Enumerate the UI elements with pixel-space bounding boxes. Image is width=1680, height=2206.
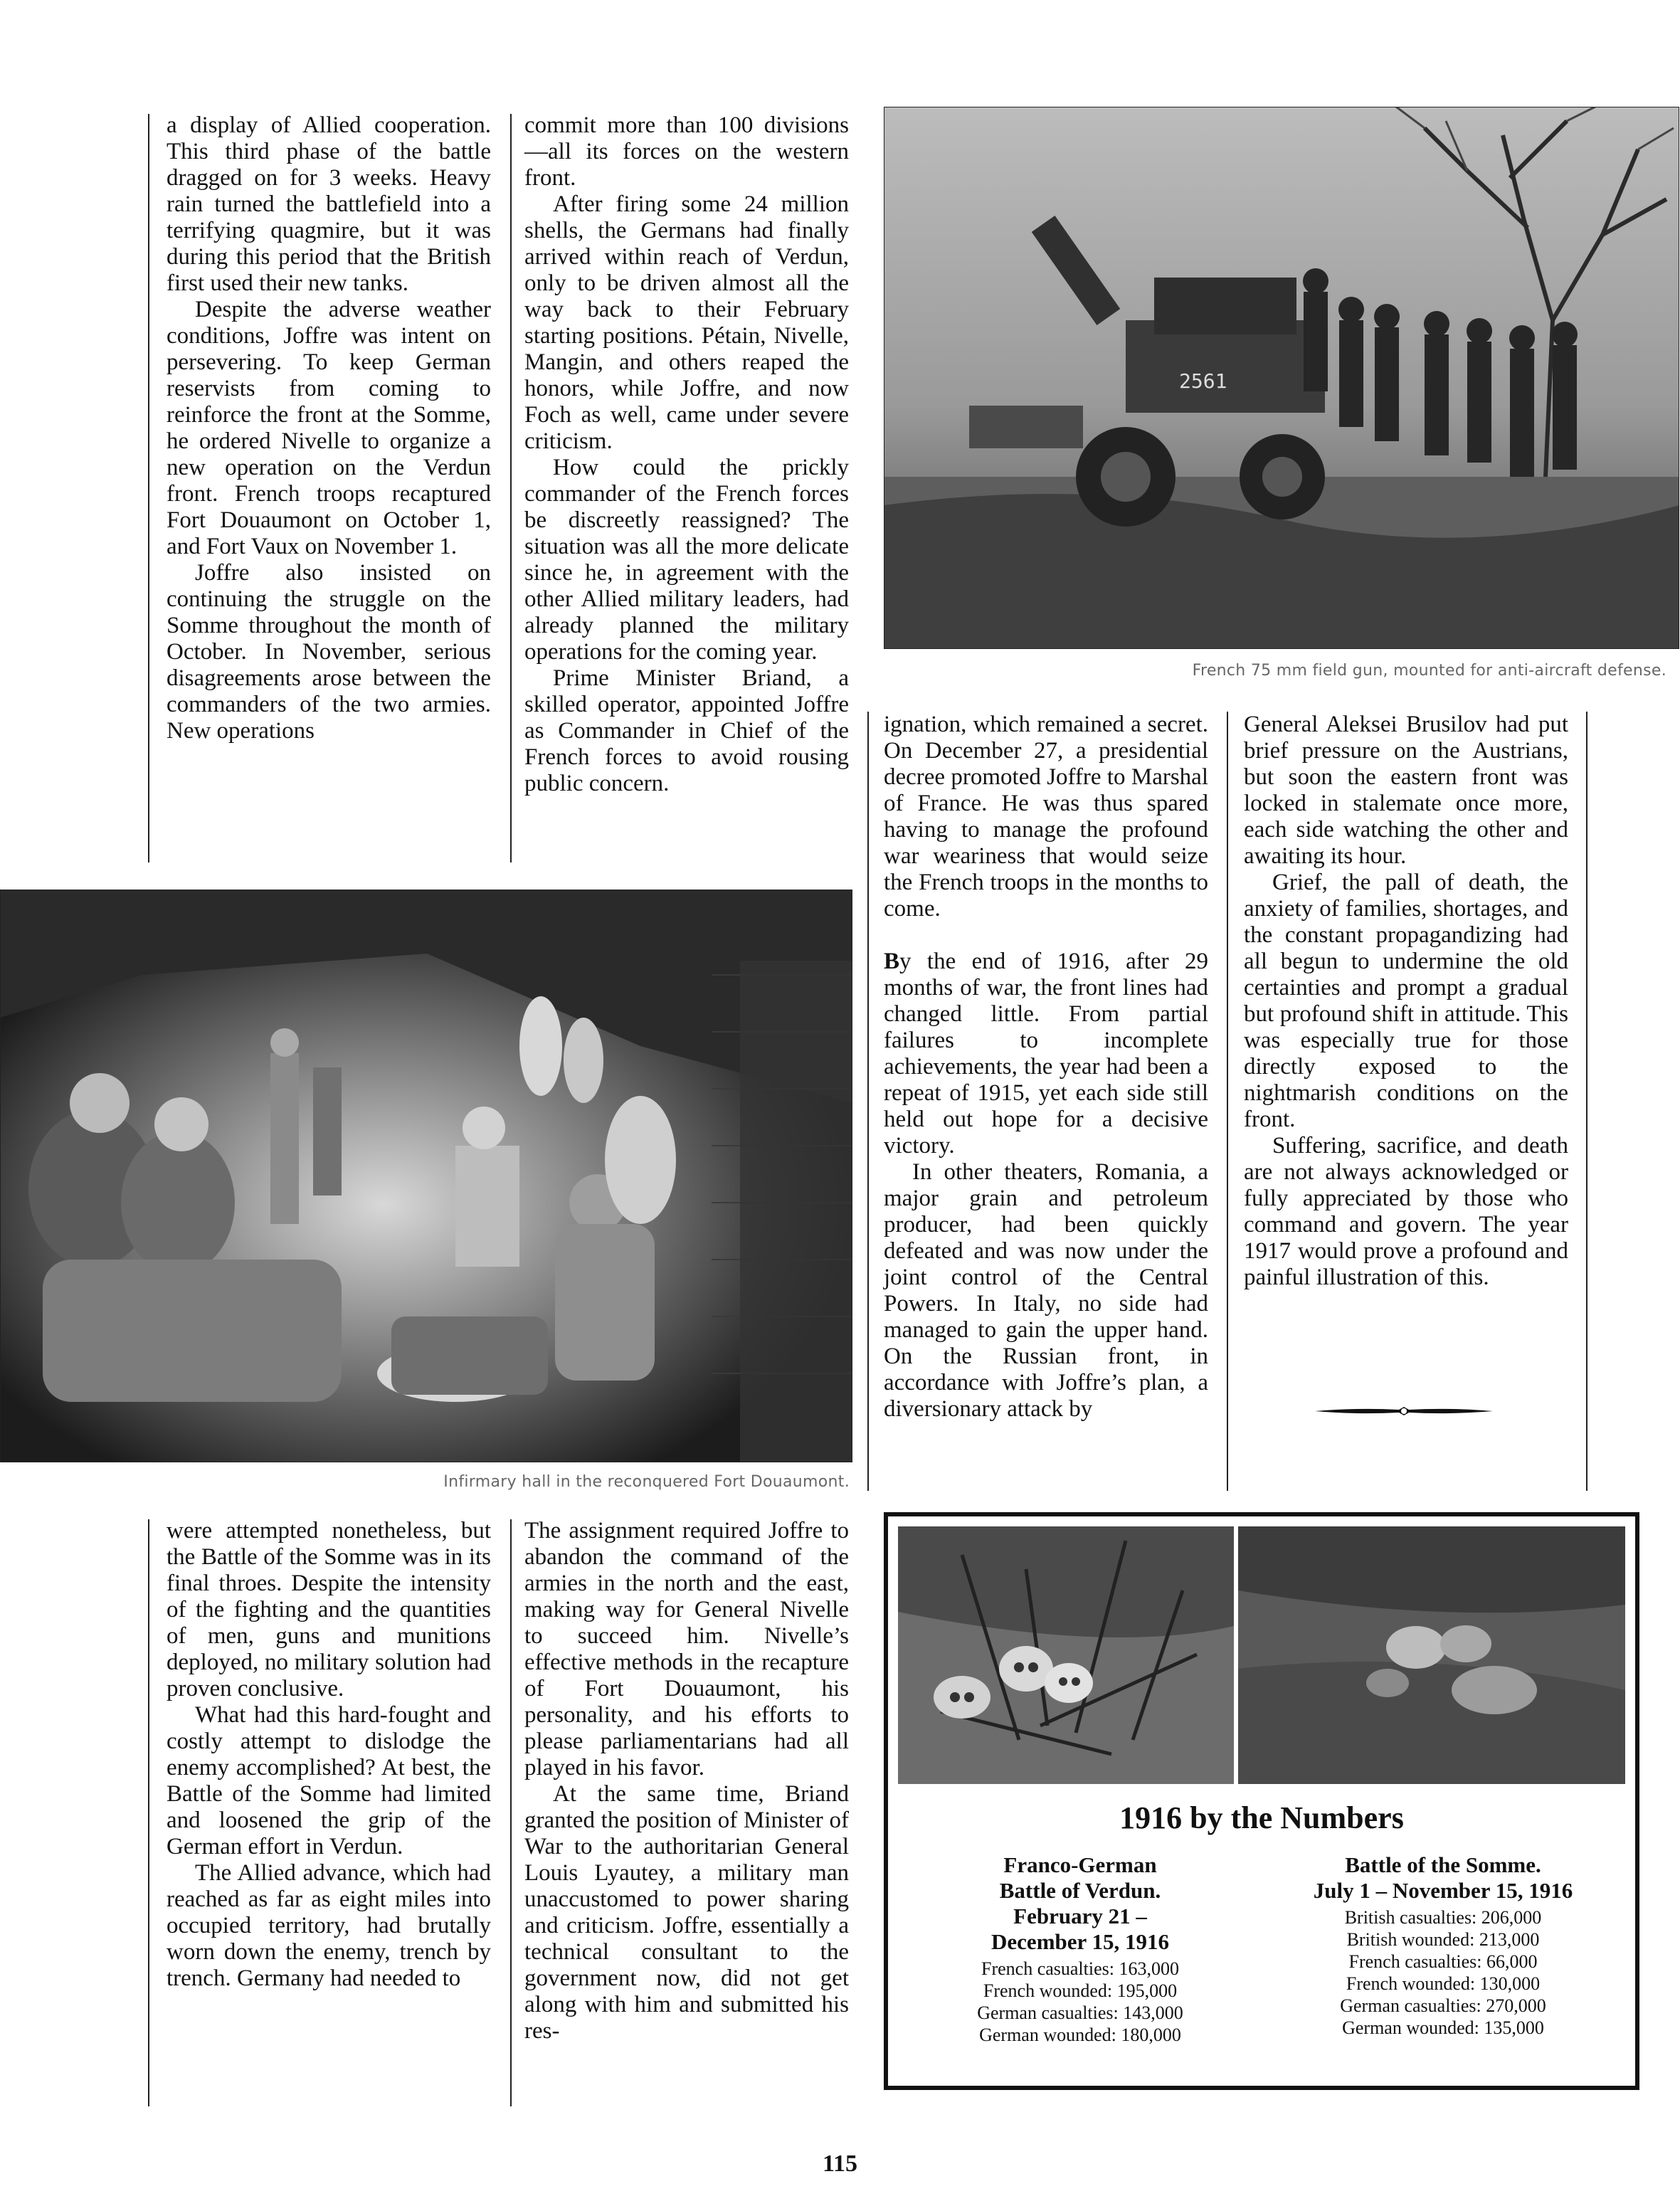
paragraph: a display of Allied cooperation. This third phase of the battle dragged on for 3 weeks. Heavy rain turned the battlefield into a terrifying quagmire, but it was during this period that the British first used their new tanks. <box>167 112 491 296</box>
text-column-4-middle <box>1244 712 1568 1291</box>
drop-cap: B <box>884 949 900 974</box>
column-rule <box>1586 712 1587 1491</box>
column-rule <box>867 712 869 1491</box>
paragraph: The Allied advance, which had reached as far as eight miles into occupied territory, had brutally worn down the enemy, trench by trench. Germany had needed to <box>167 1860 491 1991</box>
somme-heading: Battle of the Somme. <box>1345 1852 1541 1877</box>
verdun-heading: Franco-German <box>1003 1852 1157 1877</box>
stat-line: British wounded: 213,000 <box>1346 1929 1540 1950</box>
stat-line: French wounded: 195,000 <box>983 1980 1178 2001</box>
verdun-heading: Battle of Verdun. <box>999 1878 1161 1903</box>
paragraph: ignation, which remained a secret. On December 27, a presidential decree promoted Joffre to Marshal of France. He was thus spared having to manage the profound war weariness that would seize the French troops in the months to come. <box>884 712 1208 922</box>
stat-line: French casualties: 66,000 <box>1348 1951 1538 1972</box>
text-column-2-bottom <box>524 1518 849 2044</box>
paragraph: How could the prickly commander of the French forces be discreetly reassigned? The situation was all the more delicate since he, in agreement with the other Allied military leaders, had already planned the military operations for the coming year. <box>524 455 849 665</box>
text-column-3-middle <box>884 712 1208 1423</box>
ornament-divider <box>1315 1405 1493 1417</box>
paragraph: Grief, the pall of death, the anxiety of families, shortages, and the constant propagandizing had all begun to undermine the old certainties and prompt a gradual but profound shift in attitude. This was especially true for those directly exposed to the nightmarish conditions on the front. <box>1244 870 1568 1132</box>
verdun-heading: February 21 – <box>1013 1904 1147 1928</box>
gun-photo-caption: French 75 mm field gun, mounted for anti-aircraft defense. <box>1192 662 1666 680</box>
stat-line: French casualties: 163,000 <box>981 1958 1179 1979</box>
field-gun-photo <box>884 107 1679 649</box>
somme-stats <box>1265 1852 1621 2039</box>
paragraph: The assignment required Joffre to abandon the command of the armies in the north and the east, making way for General Nivelle to succeed him. Nivelle’s effective methods in the recapture of Fort Douaumont, his personality, and his efforts to please parliamentarians had all played in his favor. <box>524 1518 849 1780</box>
page-number: 115 <box>822 2150 858 2177</box>
infirmary-photo-caption: Infirmary hall in the reconquered Fort Douaumont. <box>443 1473 850 1491</box>
paragraph: Prime Minister Briand, a skilled operator, appointed Joffre as Commander in Chief of the French forces to avoid rousing public concern. <box>524 665 849 796</box>
stat-line: German casualties: 270,000 <box>1340 1995 1546 2016</box>
text-column-1-top <box>167 112 491 744</box>
verdun-stats <box>916 1852 1244 2046</box>
numbers-sidebar-box <box>884 1512 1639 2090</box>
paragraph: After firing some 24 million shells, the Germans had finally arrived within reach of Verdun, only to be driven almost all the way back to their February starting positions. Pétain, Nivelle, Mangin, and others reaped the honors, while Joffre, and now Foch as well, came under severe criticism. <box>524 191 849 454</box>
verdun-heading: December 15, 1916 <box>991 1929 1169 1954</box>
paragraph: In other theaters, Romania, a major grain and petroleum producer, had been quickly defeated and was now under the joint control of the Central Powers. In Italy, no side had managed to gain the upper hand. On the Russian front, in accordance with Joffre’s plan, a diversionary attack by <box>884 1159 1208 1422</box>
paragraph: Suffering, sacrifice, and death are not always acknowledged or fully appreciated by those who command and govern. The year 1917 would prove a profound and painful illustration of this. <box>1244 1133 1568 1290</box>
paragraph: Despite the adverse weather conditions, Joffre was intent on persevering. To keep German reservists from coming to reinforce the front at the Somme, he ordered Nivelle to organize a new operation on the Verdun front. French troops recaptured Fort Douaumont on October 1, and Fort Vaux on November 1. <box>167 297 491 559</box>
gun-serial-number: 2561 <box>1179 369 1227 393</box>
column-rule <box>1227 712 1228 1491</box>
paragraph: Joffre also insisted on continuing the struggle on the Somme throughout the month of October. In November, serious disagreements arose between the commanders of the two armies. New operations <box>167 560 491 744</box>
remains-photo <box>1238 1526 1625 1784</box>
text-column-2-top <box>524 112 849 797</box>
paragraph: General Aleksei Brusilov had put brief pressure on the Austrians, but soon the eastern front was locked in stalemate once more, each side watching the other and awaiting its hour. <box>1244 712 1568 869</box>
stat-line: German wounded: 180,000 <box>979 2025 1181 2045</box>
somme-heading: July 1 – November 15, 1916 <box>1313 1878 1573 1903</box>
column-rule <box>148 114 149 862</box>
column-rule <box>510 1519 512 2106</box>
paragraph: were attempted nonetheless, but the Battle of the Somme was in its final throes. Despite the intensity of the fighting and the quantities of men, guns and munitions deployed, no military solution had proven conclusive. <box>167 1518 491 1701</box>
paragraph: What had this hard-fought and costly attempt to dislodge the enemy accomplished? At best, the Battle of the Somme had limited and loosened the grip of the German effort in Verdun. <box>167 1702 491 1859</box>
stat-line: French wounded: 130,000 <box>1346 1973 1541 1994</box>
column-rule <box>510 114 512 862</box>
skulls-photo <box>898 1526 1234 1784</box>
stat-line: German wounded: 135,000 <box>1342 2017 1544 2038</box>
column-rule <box>148 1519 149 2106</box>
paragraph: At the same time, Briand granted the position of Minister of War to the authoritarian General Louis Lyautey, a military man unaccustomed to power sharing and criticism. Joffre, essentially a technical consultant to the government now, did not get along with him and submitted his res- <box>524 1781 849 2044</box>
paragraph: commit more than 100 divisions—all its forces on the western front. <box>524 112 849 191</box>
stat-line: British casualties: 206,000 <box>1344 1907 1542 1928</box>
text-column-1-bottom <box>167 1518 491 1992</box>
infirmary-photo <box>0 890 852 1462</box>
paragraph-text: y the end of 1916, after 29 months of war, the front lines had changed little. From partial failures to incomplete achievements, the year had been a repeat of 1915, yet each side still held out hope for a decisive victory. <box>884 949 1208 1159</box>
numbers-box-title: 1916 by the Numbers <box>1119 1800 1404 1835</box>
paragraph <box>884 949 1208 1159</box>
stat-line: German casualties: 143,000 <box>977 2002 1183 2023</box>
